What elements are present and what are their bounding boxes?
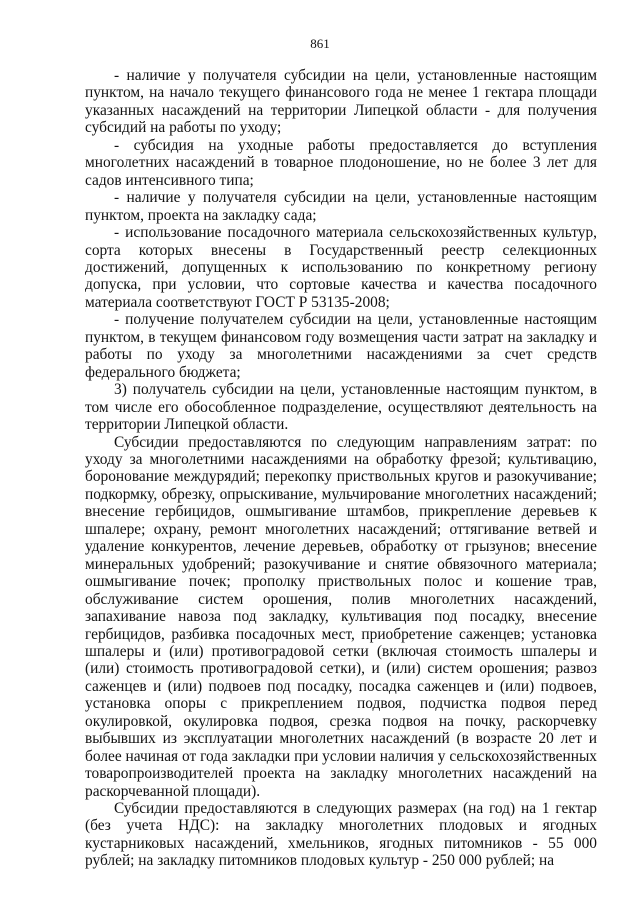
paragraph-cost-directions: Субсидии предоставляются по следующим направлениям затрат: по уходу за многолетними насаждениями на обработку фрезой; культивацию, боронование междурядий; перекопку приствольных кругов и разокучивание; подкормку, обрезку, опрыскивание, мульчирование многолетних насаждений; внесение гербицидов, ошмыгивание штамбов, прикрепление деревьев к шпалере; охрану, ремонт многолетних насаждений; оттягивание ветвей и удаление конкурентов, лечение деревьев, обработку от грызунов; внесение минеральных удобрений; разокучивание и снятие обвязочного материала; ошмыгивание почек; прополку приствольных полос и кошение трав, обслуживание систем орошения, полив многолетних насаждений, запахивание навоза под закладку, культивация под посадку, внесение гербицидов, разбивка посадочных мест, приобретение саженцев; установка шпалеры и (или) противоградовой сетки (включая стоимость шпалеры и (или) стоимость противоградовой сетки), и (или) систем орошения; развоз саженцев и (или) подвоев под посадку, посадка саженцев и (или) подвоев, установка опоры с прикреплением подвоя, подчистка подвоя перед окулировкой, окулировка подвоя, срезка подвоя на почку, раскорчевку выбывших из эксплуатации многолетних насаждений (в возрасте 20 лет и более начиная от года закладки при условии наличия у сельскохозяйственных товаропроизводителей проекта на закладку многолетних насаждений на раскорчеванной площади). — [85, 433, 597, 800]
paragraph-care-period-condition: - субсидия на уходные работы предоставляется до вступления многолетних насаждений в товарное плодоношение, но не более 3 лет для садов интенсивного типа; — [85, 136, 597, 189]
paragraph-garden-project-condition: - наличие у получателя субсидии на цели, установленные настоящим пунктом, проекта на закладку сада; — [85, 189, 597, 224]
document-body — [85, 67, 597, 870]
paragraph-subsidy-amounts: Субсидии предоставляются в следующих размерах (на год) на 1 гектар (без учета НДС): на закладку многолетних плодовых и ягодных кустарниковых насаждений, хмельников, ягодных питомников - 55 000 рублей; на закладку питомников плодовых культур - 250 000 рублей; на — [85, 800, 597, 870]
paragraph-federal-funding-condition: - получение получателем субсидии на цели, установленные настоящим пунктом, в текущем финансовом году возмещения части затрат на закладку и работы по уходу за многолетними насаждениями за счет средств федерального бюджета; — [85, 311, 597, 381]
page-number: 861 — [310, 36, 330, 51]
paragraph-land-area-condition: - наличие у получателя субсидии на цели, установленные настоящим пунктом, на начало текущего финансового года не менее 1 гектара площади указанных насаждений на территории Липецкой области - для получения субсидий на работы по уходу; — [85, 67, 597, 137]
paragraph-planting-material-condition: - использование посадочного материала сельскохозяйственных культур, сорта которых внесены в Государственный реестр селекционных достижений, допущенных к использованию по конкретному региону допуска, при условии, что сортовые качества и качества посадочного материала соответствуют ГОСТ Р 53135-2008; — [85, 224, 597, 311]
paragraph-territory-condition: 3) получатель субсидии на цели, установленные настоящим пунктом, в том числе его обособленное подразделение, осуществляют деятельность на территории Липецкой области. — [85, 381, 597, 434]
